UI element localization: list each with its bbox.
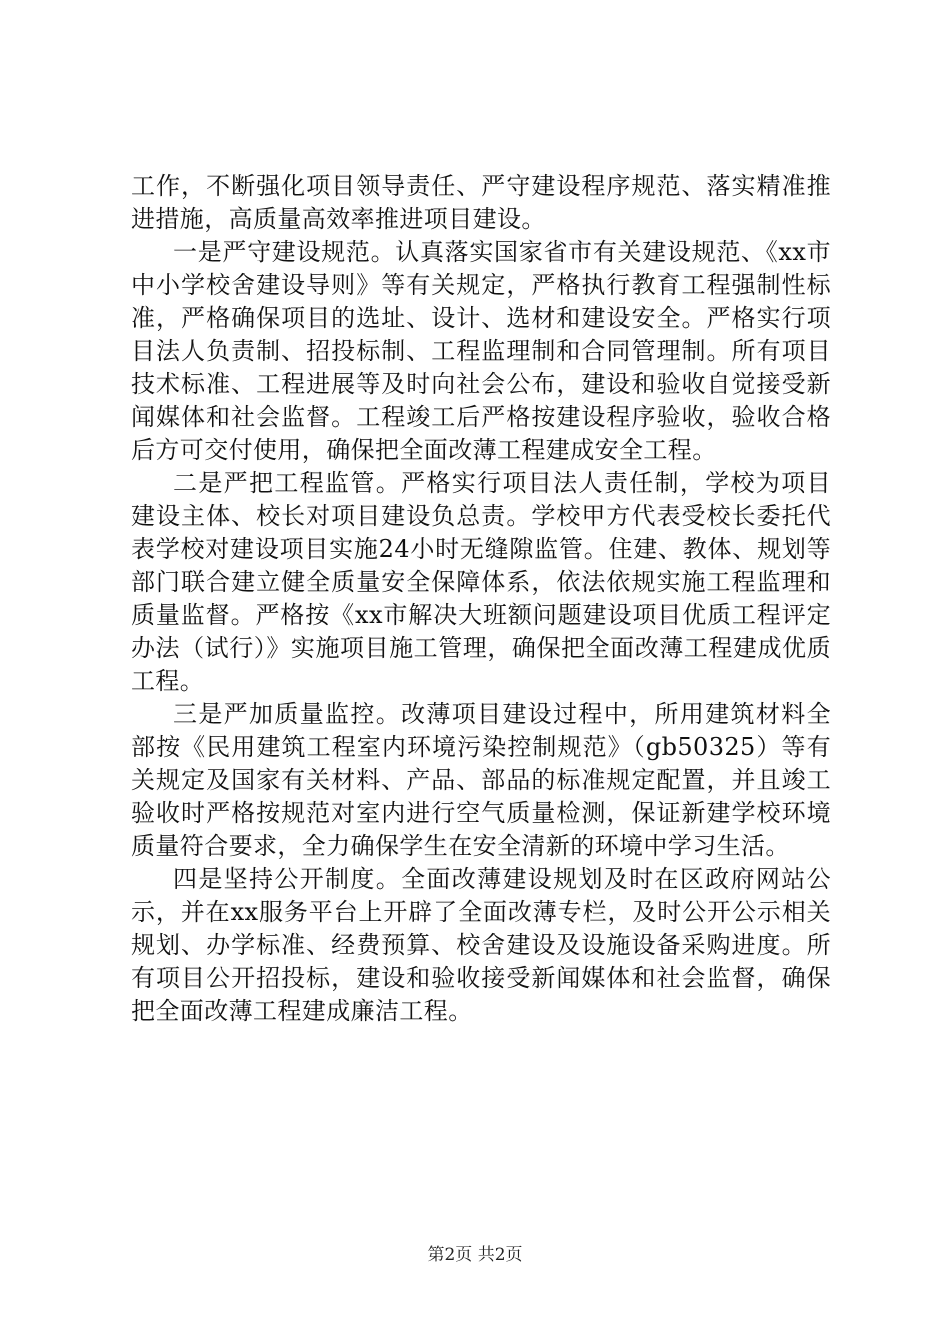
- document-body: [131, 170, 831, 1028]
- paragraph-continued: 工作，不断强化项目领导责任、严守建设程序规范、落实精准推进措施，高质量高效率推进项目建设。: [131, 172, 831, 233]
- page-number-label: 第2页 共2页: [427, 1245, 523, 1265]
- page-footer: [0, 1244, 950, 1266]
- paragraph-project-supervision: 二是严把工程监管。严格实行项目法人责任制，学校为项目建设主体、校长对项目建设负总责。学校甲方代表受校长委托代表学校对建设项目实施24小时无缝隙监管。住建、教体、规划等部门联合建立健全质量安全保障体系，依法依规实施工程监理和质量监督。严格按《xx市解决大班额问题建设项目优质工程评定办法（试行）》实施项目施工管理，确保把全面改薄工程建成优质工程。: [131, 469, 831, 695]
- paragraph-construction-standards: 一是严守建设规范。认真落实国家省市有关建设规范、《xx市中小学校舍建设导则》等有关规定，严格执行教育工程强制性标准，严格确保项目的选址、设计、选材和建设安全。严格实行项目法人负责制、招投标制、工程监理制和合同管理制。所有项目技术标准、工程进展等及时向社会公布，建设和验收自觉接受新闻媒体和社会监督。工程竣工后严格按建设程序验收，验收合格后方可交付使用，确保把全面改薄工程建成安全工程。: [131, 238, 831, 464]
- paragraph-public-disclosure: 四是坚持公开制度。全面改薄建设规划及时在区政府网站公示，并在xx服务平台上开辟了全面改薄专栏，及时公开公示相关规划、办学标准、经费预算、校舍建设及设施设备采购进度。所有项目公开招投标，建设和验收接受新闻媒体和社会监督，确保把全面改薄工程建成廉洁工程。: [131, 865, 831, 1025]
- paragraph-quality-monitoring: 三是严加质量监控。改薄项目建设过程中，所用建筑材料全部按《民用建筑工程室内环境污染控制规范》（gb50325）等有关规定及国家有关材料、产品、部品的标准规定配置，并且竣工验收时严格按规范对室内进行空气质量检测，保证新建学校环境质量符合要求，全力确保学生在安全清新的环境中学习生活。: [131, 700, 831, 860]
